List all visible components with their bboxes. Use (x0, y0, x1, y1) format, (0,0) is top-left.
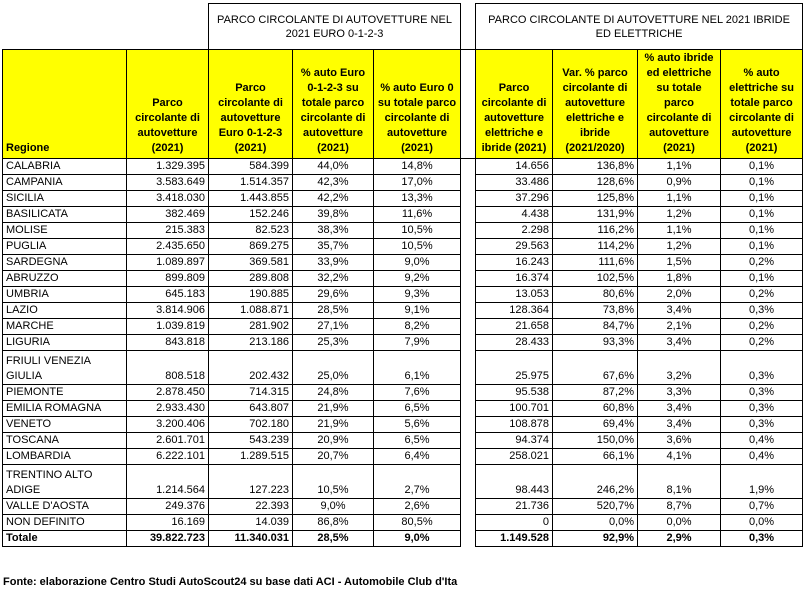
cell-elettriche: 0 (476, 515, 553, 531)
cell-pct-euro0: 5,6% (374, 417, 461, 433)
total-row (3, 531, 803, 547)
header-blank (3, 4, 209, 50)
cell-euro: 1.088.871 (209, 303, 293, 319)
cell-pct-euro0: 2,7% (374, 465, 461, 499)
cell-pct-ibride: 1,1% (638, 191, 721, 207)
cell-pct-ibride: 1,2% (638, 239, 721, 255)
table-row (3, 417, 803, 433)
cell-pct-elettriche: 0,1% (721, 175, 803, 191)
cell-gap (461, 255, 476, 271)
cell-var: 246,2% (553, 465, 638, 499)
cell-regione: VENETO (3, 417, 127, 433)
table-row (3, 287, 803, 303)
cell-pct-elettriche: 0,1% (721, 191, 803, 207)
cell-gap (461, 159, 476, 175)
cell-elettriche: 37.296 (476, 191, 553, 207)
cell-elettriche: 25.975 (476, 351, 553, 385)
cell-elettriche: 98.443 (476, 465, 553, 499)
cell-pct-euro0: 6,1% (374, 351, 461, 385)
col-header-euro: Parco circolante di autovetture Euro 0-1-2-3 (2021) (209, 50, 293, 159)
cell-regione: LIGURIA (3, 335, 127, 351)
table-row (3, 319, 803, 335)
cell-pct-elettriche: 0,1% (721, 159, 803, 175)
table-row (3, 433, 803, 449)
cell-regione: MOLISE (3, 223, 127, 239)
group-header-euro: PARCO CIRCOLANTE DI AUTOVETTURE NEL 2021 EURO 0-1-2-3 (209, 4, 461, 50)
table-row (3, 223, 803, 239)
cell-var: 520,7% (553, 499, 638, 515)
cell-pct-euro0123: 42,2% (293, 191, 374, 207)
cell-parco: 3.200.406 (127, 417, 209, 433)
cell-pct-elettriche: 0,3% (721, 351, 803, 385)
cell-euro: 152.246 (209, 207, 293, 223)
cell-elettriche: 21.658 (476, 319, 553, 335)
cell-regione: PIEMONTE (3, 385, 127, 401)
cell-euro: 281.902 (209, 319, 293, 335)
cell-var: 60,8% (553, 401, 638, 417)
cell-parco: 808.518 (127, 351, 209, 385)
cell-pct-euro0: 9,2% (374, 271, 461, 287)
cell-gap (461, 175, 476, 191)
cell-euro: 369.581 (209, 255, 293, 271)
cell-pct-euro0: 17,0% (374, 175, 461, 191)
cell-pct-elettriche: 0,3% (721, 303, 803, 319)
cell-pct-euro0123: 9,0% (293, 499, 374, 515)
cell-euro: 22.393 (209, 499, 293, 515)
cell-regione: LOMBARDIA (3, 449, 127, 465)
cell-pct-ibride: 3,4% (638, 303, 721, 319)
cell-pct-ibride: 1,1% (638, 159, 721, 175)
cell-pct-elettriche: 0,2% (721, 319, 803, 335)
cell-pct-elettriche: 0,3% (721, 401, 803, 417)
cell-pct-euro0123: 21,9% (293, 417, 374, 433)
cell-pct-euro0123: 25,3% (293, 335, 374, 351)
cell-pct-euro0123: 20,7% (293, 449, 374, 465)
cell-parco: 3.418.030 (127, 191, 209, 207)
cell-gap (461, 287, 476, 303)
table-row (3, 207, 803, 223)
cell-euro: 1.443.855 (209, 191, 293, 207)
table-row (3, 303, 803, 319)
cell-pct-euro0123: 32,2% (293, 271, 374, 287)
cell-parco: 249.376 (127, 499, 209, 515)
col-header-pct-elettriche: % auto elettriche su totale parco circolante di autovetture (2021) (721, 50, 803, 159)
cell-pct-euro0: 8,2% (374, 319, 461, 335)
col-header-elettriche: Parco circolante di autovetture elettriche e ibride (2021) (476, 50, 553, 159)
cell-pct-euro0123: 20,9% (293, 433, 374, 449)
cell-pct-euro0123: 44,0% (293, 159, 374, 175)
cell-pct-ibride: 1,5% (638, 255, 721, 271)
cell-parco: 645.183 (127, 287, 209, 303)
cell-gap (461, 417, 476, 433)
cell-pct-euro0123: 38,3% (293, 223, 374, 239)
cell-euro: 213.186 (209, 335, 293, 351)
cell-elettriche: 108.878 (476, 417, 553, 433)
cell-pct-euro0123: 29,6% (293, 287, 374, 303)
cell-var: 66,1% (553, 449, 638, 465)
cell-regione: EMILIA ROMAGNA (3, 401, 127, 417)
cell-gap (461, 223, 476, 239)
cell-var: 102,5% (553, 271, 638, 287)
cell-var: 69,4% (553, 417, 638, 433)
table-row (3, 385, 803, 401)
cell-euro: 14.039 (209, 515, 293, 531)
cell-regione: PUGLIA (3, 239, 127, 255)
cell-pct-ibride: 1,2% (638, 207, 721, 223)
cell-pct-euro0123: 24,8% (293, 385, 374, 401)
cell-pct-elettriche: 0,7% (721, 499, 803, 515)
cell-pct-euro0: 9,1% (374, 303, 461, 319)
cell-euro: 1.289.515 (209, 449, 293, 465)
cell-euro: 714.315 (209, 385, 293, 401)
cell-regione: LAZIO (3, 303, 127, 319)
cell-elettriche: 29.563 (476, 239, 553, 255)
cell-regione: Totale (3, 531, 127, 547)
cell-euro: 543.239 (209, 433, 293, 449)
cell-euro: 190.885 (209, 287, 293, 303)
cell-euro: 1.514.357 (209, 175, 293, 191)
table-row (3, 465, 803, 499)
cell-pct-ibride: 1,1% (638, 223, 721, 239)
cell-euro: 11.340.031 (209, 531, 293, 547)
cell-pct-euro0: 9,3% (374, 287, 461, 303)
cell-pct-euro0123: 25,0% (293, 351, 374, 385)
cell-gap (461, 271, 476, 287)
col-header-pct-euro0123: % auto Euro 0-1-2-3 su totale parco circolante di autovetture (2021) (293, 50, 374, 159)
cell-pct-euro0123: 28,5% (293, 303, 374, 319)
cell-pct-euro0: 6,5% (374, 401, 461, 417)
cell-euro: 643.807 (209, 401, 293, 417)
cell-pct-ibride: 0,0% (638, 515, 721, 531)
cell-regione: BASILICATA (3, 207, 127, 223)
table-row (3, 191, 803, 207)
col-header-pct-euro0: % auto Euro 0 su totale parco circolante di autovetture (2021) (374, 50, 461, 159)
cell-var: 114,2% (553, 239, 638, 255)
cell-gap (461, 207, 476, 223)
col-header-regione: Regione (3, 50, 127, 159)
col-header-parco: Parco circolante di autovetture (2021) (127, 50, 209, 159)
cell-elettriche: 2.298 (476, 223, 553, 239)
table-row (3, 175, 803, 191)
cell-var: 73,8% (553, 303, 638, 319)
cell-parco: 899.809 (127, 271, 209, 287)
cell-pct-ibride: 3,2% (638, 351, 721, 385)
cell-elettriche: 28.433 (476, 335, 553, 351)
cell-var: 116,2% (553, 223, 638, 239)
cell-pct-ibride: 3,6% (638, 433, 721, 449)
group-gap (461, 4, 476, 50)
cell-pct-elettriche: 0,1% (721, 239, 803, 255)
cell-var: 92,9% (553, 531, 638, 547)
cell-pct-euro0: 7,9% (374, 335, 461, 351)
cell-pct-elettriche: 0,2% (721, 287, 803, 303)
cell-elettriche: 14.656 (476, 159, 553, 175)
table-row (3, 255, 803, 271)
cell-regione: MARCHE (3, 319, 127, 335)
cell-euro: 82.523 (209, 223, 293, 239)
cell-pct-euro0: 80,5% (374, 515, 461, 531)
cell-elettriche: 1.149.528 (476, 531, 553, 547)
cell-pct-elettriche: 0,4% (721, 449, 803, 465)
cell-pct-ibride: 3,4% (638, 335, 721, 351)
cell-regione: TRENTINO ALTO ADIGE (3, 465, 127, 499)
cell-var: 84,7% (553, 319, 638, 335)
cell-pct-elettriche: 0,3% (721, 531, 803, 547)
cell-pct-elettriche: 1,9% (721, 465, 803, 499)
cell-pct-ibride: 8,7% (638, 499, 721, 515)
cell-gap (461, 335, 476, 351)
cell-parco: 382.469 (127, 207, 209, 223)
cell-pct-elettriche: 0,1% (721, 223, 803, 239)
data-table (2, 3, 803, 547)
cell-pct-euro0123: 27,1% (293, 319, 374, 335)
cell-pct-ibride: 1,8% (638, 271, 721, 287)
cell-regione: NON DEFINITO (3, 515, 127, 531)
cell-pct-ibride: 3,4% (638, 417, 721, 433)
cell-elettriche: 95.538 (476, 385, 553, 401)
cell-gap (461, 401, 476, 417)
cell-gap (461, 303, 476, 319)
cell-pct-ibride: 2,0% (638, 287, 721, 303)
cell-elettriche: 4.438 (476, 207, 553, 223)
cell-parco: 2.933.430 (127, 401, 209, 417)
cell-parco: 1.089.897 (127, 255, 209, 271)
cell-pct-euro0: 10,5% (374, 239, 461, 255)
cell-pct-ibride: 0,9% (638, 175, 721, 191)
cell-regione: SARDEGNA (3, 255, 127, 271)
cell-pct-elettriche: 0,2% (721, 335, 803, 351)
cell-var: 87,2% (553, 385, 638, 401)
cell-pct-ibride: 2,1% (638, 319, 721, 335)
col-header-pct-ibride: % auto ibride ed elettriche su totale parco circolante di autovetture (2021) (638, 50, 721, 159)
cell-pct-euro0: 9,0% (374, 255, 461, 271)
header-gap (461, 50, 476, 159)
cell-pct-ibride: 8,1% (638, 465, 721, 499)
cell-regione: FRIULI VENEZIA GIULIA (3, 351, 127, 385)
cell-euro: 202.432 (209, 351, 293, 385)
cell-var: 80,6% (553, 287, 638, 303)
cell-elettriche: 13.053 (476, 287, 553, 303)
source-note: Fonte: elaborazione Centro Studi AutoScout24 su base dati ACI - Automobile Club d'Ita (3, 576, 458, 588)
cell-pct-elettriche: 0,3% (721, 417, 803, 433)
cell-var: 93,3% (553, 335, 638, 351)
cell-gap (461, 433, 476, 449)
cell-regione: TOSCANA (3, 433, 127, 449)
cell-elettriche: 100.701 (476, 401, 553, 417)
cell-var: 111,6% (553, 255, 638, 271)
cell-pct-euro0: 10,5% (374, 223, 461, 239)
cell-pct-elettriche: 0,2% (721, 255, 803, 271)
cell-euro: 127.223 (209, 465, 293, 499)
cell-pct-euro0123: 33,9% (293, 255, 374, 271)
cell-var: 128,6% (553, 175, 638, 191)
cell-parco: 6.222.101 (127, 449, 209, 465)
cell-parco: 3.814.906 (127, 303, 209, 319)
cell-elettriche: 128.364 (476, 303, 553, 319)
table-row (3, 449, 803, 465)
cell-regione: CAMPANIA (3, 175, 127, 191)
cell-var: 136,8% (553, 159, 638, 175)
cell-elettriche: 258.021 (476, 449, 553, 465)
cell-parco: 843.818 (127, 335, 209, 351)
cell-parco: 1.214.564 (127, 465, 209, 499)
cell-gap (461, 319, 476, 335)
cell-pct-euro0: 2,6% (374, 499, 461, 515)
table-row (3, 499, 803, 515)
cell-pct-euro0123: 10,5% (293, 465, 374, 499)
cell-parco: 16.169 (127, 515, 209, 531)
cell-var: 0,0% (553, 515, 638, 531)
cell-gap (461, 385, 476, 401)
cell-parco: 39.822.723 (127, 531, 209, 547)
cell-pct-elettriche: 0,3% (721, 385, 803, 401)
cell-gap (461, 191, 476, 207)
cell-euro: 702.180 (209, 417, 293, 433)
cell-pct-ibride: 2,9% (638, 531, 721, 547)
col-header-var: Var. % parco circolante di autovetture elettriche e ibride (2021/2020) (553, 50, 638, 159)
cell-gap (461, 531, 476, 547)
table-row (3, 515, 803, 531)
cell-elettriche: 33.486 (476, 175, 553, 191)
cell-gap (461, 239, 476, 255)
cell-regione: CALABRIA (3, 159, 127, 175)
cell-pct-euro0123: 39,8% (293, 207, 374, 223)
cell-regione: UMBRIA (3, 287, 127, 303)
cell-pct-euro0: 6,4% (374, 449, 461, 465)
cell-var: 131,9% (553, 207, 638, 223)
cell-parco: 215.383 (127, 223, 209, 239)
cell-elettriche: 21.736 (476, 499, 553, 515)
cell-regione: VALLE D'AOSTA (3, 499, 127, 515)
cell-parco: 1.039.819 (127, 319, 209, 335)
cell-pct-euro0123: 86,8% (293, 515, 374, 531)
cell-gap (461, 351, 476, 385)
cell-pct-euro0: 7,6% (374, 385, 461, 401)
cell-elettriche: 16.243 (476, 255, 553, 271)
cell-euro: 584.399 (209, 159, 293, 175)
cell-pct-euro0123: 42,3% (293, 175, 374, 191)
table-row (3, 401, 803, 417)
cell-pct-euro0: 13,3% (374, 191, 461, 207)
cell-pct-ibride: 3,4% (638, 401, 721, 417)
cell-pct-elettriche: 0,1% (721, 271, 803, 287)
table-body (3, 159, 803, 547)
cell-euro: 289.808 (209, 271, 293, 287)
cell-parco: 3.583.649 (127, 175, 209, 191)
table-row (3, 239, 803, 255)
cell-pct-elettriche: 0,0% (721, 515, 803, 531)
cell-var: 67,6% (553, 351, 638, 385)
cell-pct-ibride: 3,3% (638, 385, 721, 401)
cell-parco: 2.435.650 (127, 239, 209, 255)
cell-pct-elettriche: 0,1% (721, 207, 803, 223)
cell-var: 125,8% (553, 191, 638, 207)
cell-gap (461, 449, 476, 465)
cell-pct-euro0123: 28,5% (293, 531, 374, 547)
cell-pct-euro0123: 21,9% (293, 401, 374, 417)
cell-gap (461, 515, 476, 531)
cell-pct-elettriche: 0,4% (721, 433, 803, 449)
table-row (3, 351, 803, 385)
cell-var: 150,0% (553, 433, 638, 449)
cell-pct-euro0: 11,6% (374, 207, 461, 223)
table-row (3, 271, 803, 287)
cell-euro: 869.275 (209, 239, 293, 255)
cell-elettriche: 16.374 (476, 271, 553, 287)
cell-pct-euro0: 6,5% (374, 433, 461, 449)
cell-pct-ibride: 4,1% (638, 449, 721, 465)
cell-pct-euro0123: 35,7% (293, 239, 374, 255)
group-header-ibride: PARCO CIRCOLANTE DI AUTOVETTURE NEL 2021 IBRIDE ED ELETTRICHE (476, 4, 803, 50)
table-row (3, 335, 803, 351)
cell-regione: SICILIA (3, 191, 127, 207)
cell-gap (461, 499, 476, 515)
cell-pct-euro0: 14,8% (374, 159, 461, 175)
cell-elettriche: 94.374 (476, 433, 553, 449)
cell-gap (461, 465, 476, 499)
cell-regione: ABRUZZO (3, 271, 127, 287)
cell-parco: 2.878.450 (127, 385, 209, 401)
cell-pct-euro0: 9,0% (374, 531, 461, 547)
table-row (3, 159, 803, 175)
cell-parco: 1.329.395 (127, 159, 209, 175)
cell-parco: 2.601.701 (127, 433, 209, 449)
